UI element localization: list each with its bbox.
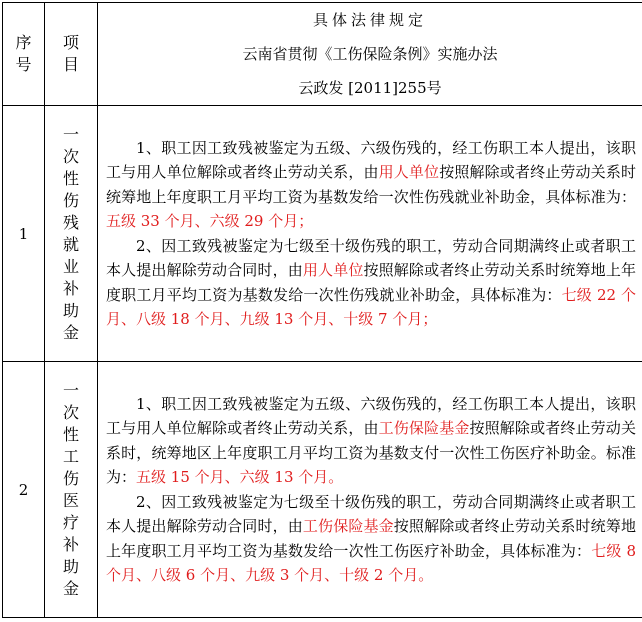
header-item-cell: [45, 3, 98, 106]
text-run-highlight: 用人单位: [302, 261, 364, 279]
header-title-cell: [98, 3, 642, 106]
text-run-highlight: 七级 8 个月、八级 6 个月、九级 3 个月、十级 2 个月。: [106, 541, 637, 584]
paragraph: [106, 136, 636, 234]
row-number-cell: [3, 362, 45, 618]
row-item-cell: [45, 106, 98, 362]
regulation-table: [2, 2, 642, 618]
row-item-label: 一次性伤残就业补助金: [63, 124, 80, 342]
text-run: 按照解除或者终止劳动关系时统筹地上年度职工月平均工资为基数发给一次性工伤医疗补助金，具体标准为：: [106, 517, 636, 560]
text-run: 2、因工致残被鉴定为七级至十级伤残的职工，劳动合同期满终止或者职工本人提出解除劳动合同时，由: [106, 236, 636, 279]
header-seq-cell: [3, 3, 45, 106]
text-run: 按照解除或者终止劳动关系时，统筹地区上年度职工月平均工资为基数支付一次性工伤医疗补助金。标准为：: [106, 419, 636, 486]
text-run: 2、因工致残被鉴定为七级至十级伤残的职工，劳动合同期满终止或者职工本人提出解除劳动合同时，由: [106, 492, 636, 535]
row-number-cell: [3, 106, 45, 362]
header-title: 具体法律规定: [312, 11, 427, 29]
header-seq-label: 序号: [15, 33, 32, 74]
header-row: [3, 3, 642, 106]
text-run-highlight: 用人单位: [378, 163, 440, 181]
paragraph: [106, 234, 636, 332]
text-run-highlight: 五级 15 个月、六级 13 个月。: [136, 468, 344, 486]
header-regulation: 云南省贯彻《工伤保险条例》实施办法: [242, 45, 498, 63]
row-content-cell: [98, 106, 642, 362]
table-row: [3, 106, 642, 362]
text-run-highlight: 五级 33 个月、六级 29 个月；: [106, 212, 314, 230]
row-number: 1: [18, 224, 29, 243]
row-item-cell: [45, 362, 98, 618]
text-run: 按照解除或者终止劳动关系时统筹地上年度职工月平均工资为基数发给一次性伤残就业补助金，具体标准为：: [106, 261, 636, 304]
text-run-highlight: 工伤保险基金: [302, 517, 394, 535]
header-doc-number: 云政发 [2011]255号: [298, 79, 442, 97]
paragraph: [106, 392, 636, 490]
text-run: 按照解除或者终止劳动关系时统筹地上年度职工月平均工资为基数发给一次性伤残就业补助金，具体标准为：: [106, 163, 636, 206]
text-run-highlight: 工伤保险基金: [378, 419, 470, 437]
row-content-cell: [98, 362, 642, 618]
row-number: 2: [18, 480, 29, 499]
paragraph: [106, 490, 636, 588]
text-run-highlight: 七级 22 个月、八级 18 个月、九级 13 个月、十级 7 个月；: [106, 285, 636, 328]
table-row: [3, 362, 642, 618]
text-run: 1、职工因工致残被鉴定为五级、六级伤残的，经工伤职工本人提出，该职工与用人单位解除或者终止劳动关系，由: [106, 138, 636, 181]
header-item-label: 项目: [63, 33, 80, 74]
text-run: 1、职工因工致残被鉴定为五级、六级伤残的，经工伤职工本人提出，该职工与用人单位解除或者终止劳动关系，由: [106, 394, 636, 437]
row-item-label: 一次性工伤医疗补助金: [63, 380, 80, 598]
